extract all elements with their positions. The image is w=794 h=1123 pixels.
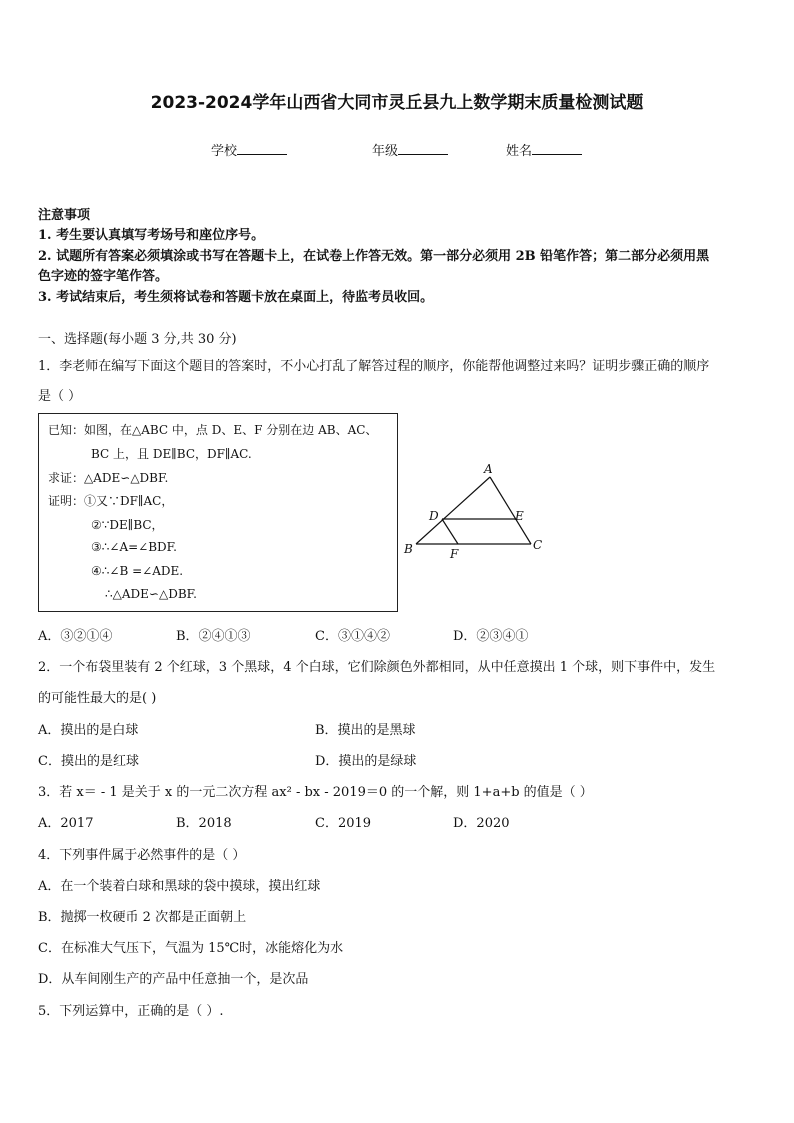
question-1-stem-cont: 是（ ） xyxy=(38,389,82,404)
label-e: E xyxy=(515,509,524,523)
q1-option-a: A．③②①④ xyxy=(38,629,113,644)
name-label: 姓名 xyxy=(506,144,533,159)
proof-conclusion: ∴△ADE∽△DBF. xyxy=(105,587,197,601)
grade-blank xyxy=(398,142,448,155)
question-3-stem: 3．若 x＝ - 1 是关于 x 的一元二次方程 ax² - bx - 2019＝0 的一个解，则 1+a+b 的值是（ ） xyxy=(38,785,593,800)
segment-df xyxy=(442,519,458,544)
q2-option-a: A．摸出的是白球 xyxy=(38,723,139,738)
q2-option-c: C．摸出的是红球 xyxy=(38,754,139,769)
label-f: F xyxy=(450,547,459,561)
q3-option-c: C．2019 xyxy=(315,816,372,831)
section-heading: 一、选择题(每小题 3 分,共 30 分) xyxy=(38,332,237,347)
notice-item: 色字迹的签字笔作答。 xyxy=(38,269,169,284)
q2-option-b: B．摸出的是黑球 xyxy=(315,723,416,738)
q2-option-d: D．摸出的是绿球 xyxy=(315,754,417,769)
school-label: 学校 xyxy=(211,144,238,159)
q4-option-d: D．从车间刚生产的产品中任意抽一个，是次品 xyxy=(38,972,309,987)
question-2-stem-cont: 的可能性最大的是( ) xyxy=(38,691,157,706)
name-field xyxy=(506,140,582,159)
proof-step-4: ④∴∠B =∠ADE. xyxy=(91,564,184,578)
q4-option-b: B．抛掷一枚硬币 2 次都是正面朝上 xyxy=(38,910,247,925)
q1-option-d: D．②③④① xyxy=(453,629,529,644)
proof-prove: 求证：△ADE∽△DBF. xyxy=(48,471,169,485)
notice-heading: 注意事项 xyxy=(38,208,91,223)
proof-step-2: ②∵DE∥BC， xyxy=(91,518,164,532)
label-b: B xyxy=(404,542,413,556)
proof-box xyxy=(38,413,398,612)
page-title: 2023-2024学年山西省大同市灵丘县九上数学期末质量检测试题 xyxy=(150,93,644,113)
question-2-stem: 2．一个布袋里装有 2 个红球，3 个黑球，4 个白球，它们除颜色外都相同，从中任意摸出 1 个球，则下事件中，发生 xyxy=(38,660,716,675)
q1-option-c: C．③①④② xyxy=(315,629,390,644)
q3-option-a: A．2017 xyxy=(38,816,94,831)
notice-item: 1. 考生要认真填写考场号和座位序号。 xyxy=(38,228,265,243)
proof-given-cont: BC 上，且 DE∥BC，DF∥AC. xyxy=(91,447,252,461)
question-4-stem: 4．下列事件属于必然事件的是（ ） xyxy=(38,848,246,863)
proof-step-1: 证明：①又∵DF∥AC， xyxy=(48,494,174,508)
q4-option-a: A．在一个装着白球和黑球的袋中摸球，摸出红球 xyxy=(38,879,321,894)
question-5-stem: 5．下列运算中，正确的是（ ）. xyxy=(38,1004,224,1019)
grade-field xyxy=(372,140,448,159)
question-1-stem: 1．李老师在编写下面这个题目的答案时，不小心打乱了解答过程的顺序，你能帮他调整过来吗？证明步骤正确的顺序 xyxy=(38,359,710,374)
label-a: A xyxy=(484,462,493,476)
school-field xyxy=(211,140,287,159)
notice-item: 2. 试题所有答案必须填涂或书写在答题卡上，在试卷上作答无效。第一部分必须用 2B 铅笔作答；第二部分必须用黑 xyxy=(38,249,710,264)
q3-option-b: B．2018 xyxy=(176,816,232,831)
triangle-figure xyxy=(400,455,560,565)
label-d: D xyxy=(429,509,439,523)
grade-label: 年级 xyxy=(372,144,399,159)
school-blank xyxy=(237,142,287,155)
proof-given: 已知：如图，在△ABC 中，点 D、E、F 分别在边 AB、AC、 xyxy=(48,423,378,437)
q1-option-b: B．②④①③ xyxy=(176,629,251,644)
notice-item: 3. 考试结束后，考生须将试卷和答题卡放在桌面上，待监考员收回。 xyxy=(38,290,434,305)
q3-option-d: D．2020 xyxy=(453,816,510,831)
side-ac xyxy=(490,477,531,544)
side-ab xyxy=(416,477,490,544)
q4-option-c: C．在标准大气压下，气温为 15℃时，冰能熔化为水 xyxy=(38,941,344,956)
label-c: C xyxy=(533,538,543,552)
proof-step-3: ③∴∠A=∠BDF. xyxy=(91,540,177,554)
name-blank xyxy=(532,142,582,155)
